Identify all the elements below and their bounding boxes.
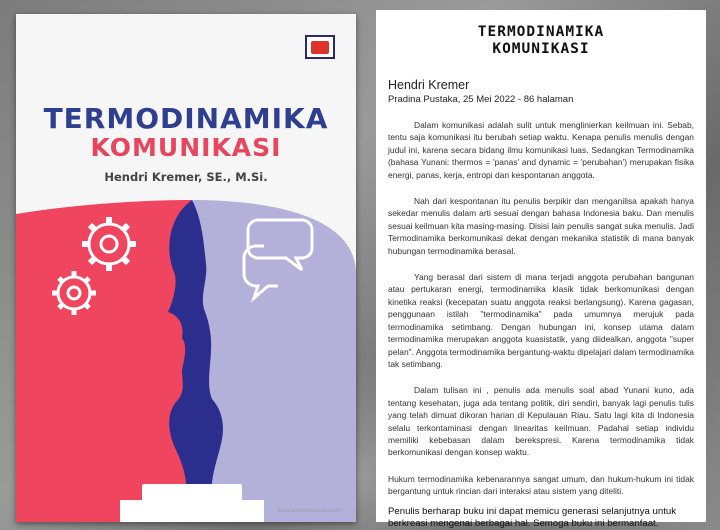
pedestal-top: [142, 484, 242, 502]
publisher-logo: [305, 35, 335, 59]
closing-statement: Penulis berharap buku ini dapat memicu generasi selanjutnya untuk berkreasi mengenai berbagai hal. Semoga buku ini bermanfaat.: [388, 506, 676, 529]
panel-title-line1: TERMODINAMIKA: [477, 24, 605, 40]
description-paragraph-2: Nah dari kespontanan itu penulis berpikir dan menganilisa apakah hanya sekedar menulis dalam arti sesuai dengan bahasa Indonesia baku. Dan menulis sesuai keilmuan kita masing-masing. Disisi lain penulis sangat suka menulis. Jadi Termodinamika berkomunikasi dekat dengan mekanika statistik di mana banyak hubungan termodinamika berasal.: [388, 196, 694, 256]
cover-title-line2: KOMUNIKASI: [90, 133, 282, 162]
publication-info: Pradina Pustaka, 25 Mei 2022 - 86 halaman: [388, 94, 574, 105]
cover-footer-url: www.pradinapustaka.com: [277, 508, 342, 514]
description-paragraph-5: Hukum termodinamika kebenarannya sangat umum, dan hukum-hukum ini tidak bergantung untuk rincian dari interaksi atau sistem yang diteliti.: [388, 473, 694, 497]
cover-right-shape: [191, 200, 356, 522]
pedestal-base: [120, 500, 264, 522]
publisher-logo-icon: [311, 41, 329, 54]
book-cover[interactable]: [16, 14, 356, 522]
description-paragraph-4: Dalam tulisan ini , penulis ada menulis soal abad Yunani kuno, ada tentang kesehatan, juga ada tentang politik, diri sendiri, banyak lagi penulis tulis yang telah dimuat dikoran harian di Kepulauan Riau. Satu lagi kita di Indonesia selalu terkontaminasi dengan linearitas keilmuan. Padahal setiap individu memiliki kebebasan dalam berekspresi. Karena termodinamika tidak berkomunikasi dengan konsep waktu.: [388, 385, 694, 458]
panel-author[interactable]: Hendri Kremer: [388, 78, 470, 92]
cover-author: Hendri Kremer, SE., M.Si.: [104, 170, 268, 184]
cover-artwork: [16, 14, 356, 522]
description-paragraph-3: Yang berasal dari sistem di mana terjadi anggota perubahan bangunan atau pertukaran energi, termodinamika klasik tidak berkomunikasi dengan kinetika reaksi (kecepatan suatu anggota reaksi berlangsung). Karena gagasan, penggunaan istilah "termodinamika" pada umumnya merujuk pada termodinamika setimbang. Dengan hubungan ini, konsep utama dalam termodinamika merupakan anggota kuasistatik, yang diidealkan, anggota "super pelan". Anggota termodinamika bergantung-waktu dipelajari dalam termodinamika tak setimbang.: [388, 272, 694, 369]
description-panel: [376, 10, 706, 529]
cover-title-line1: TERMODINAMIKA: [43, 102, 329, 135]
panel-title-line2: KOMUNIKASI: [492, 41, 590, 57]
description-paragraph-1: Dalam komunikasi adalah sulit untuk menglinierkan keilmuan ini. Sebab, tentu saja komunikasi itu berubah setiap waktu. Kenapa penulis menulis dengan judul ini, karena secara bidang ilmu komunikasi luas. Sedangkan Termodinamika (bahasa Yunani: thermos = 'panas' and dynamic = 'perubahan') merupakan fisika energi, panas, kerja, entropi dan kespontanan anggota.: [388, 120, 694, 180]
